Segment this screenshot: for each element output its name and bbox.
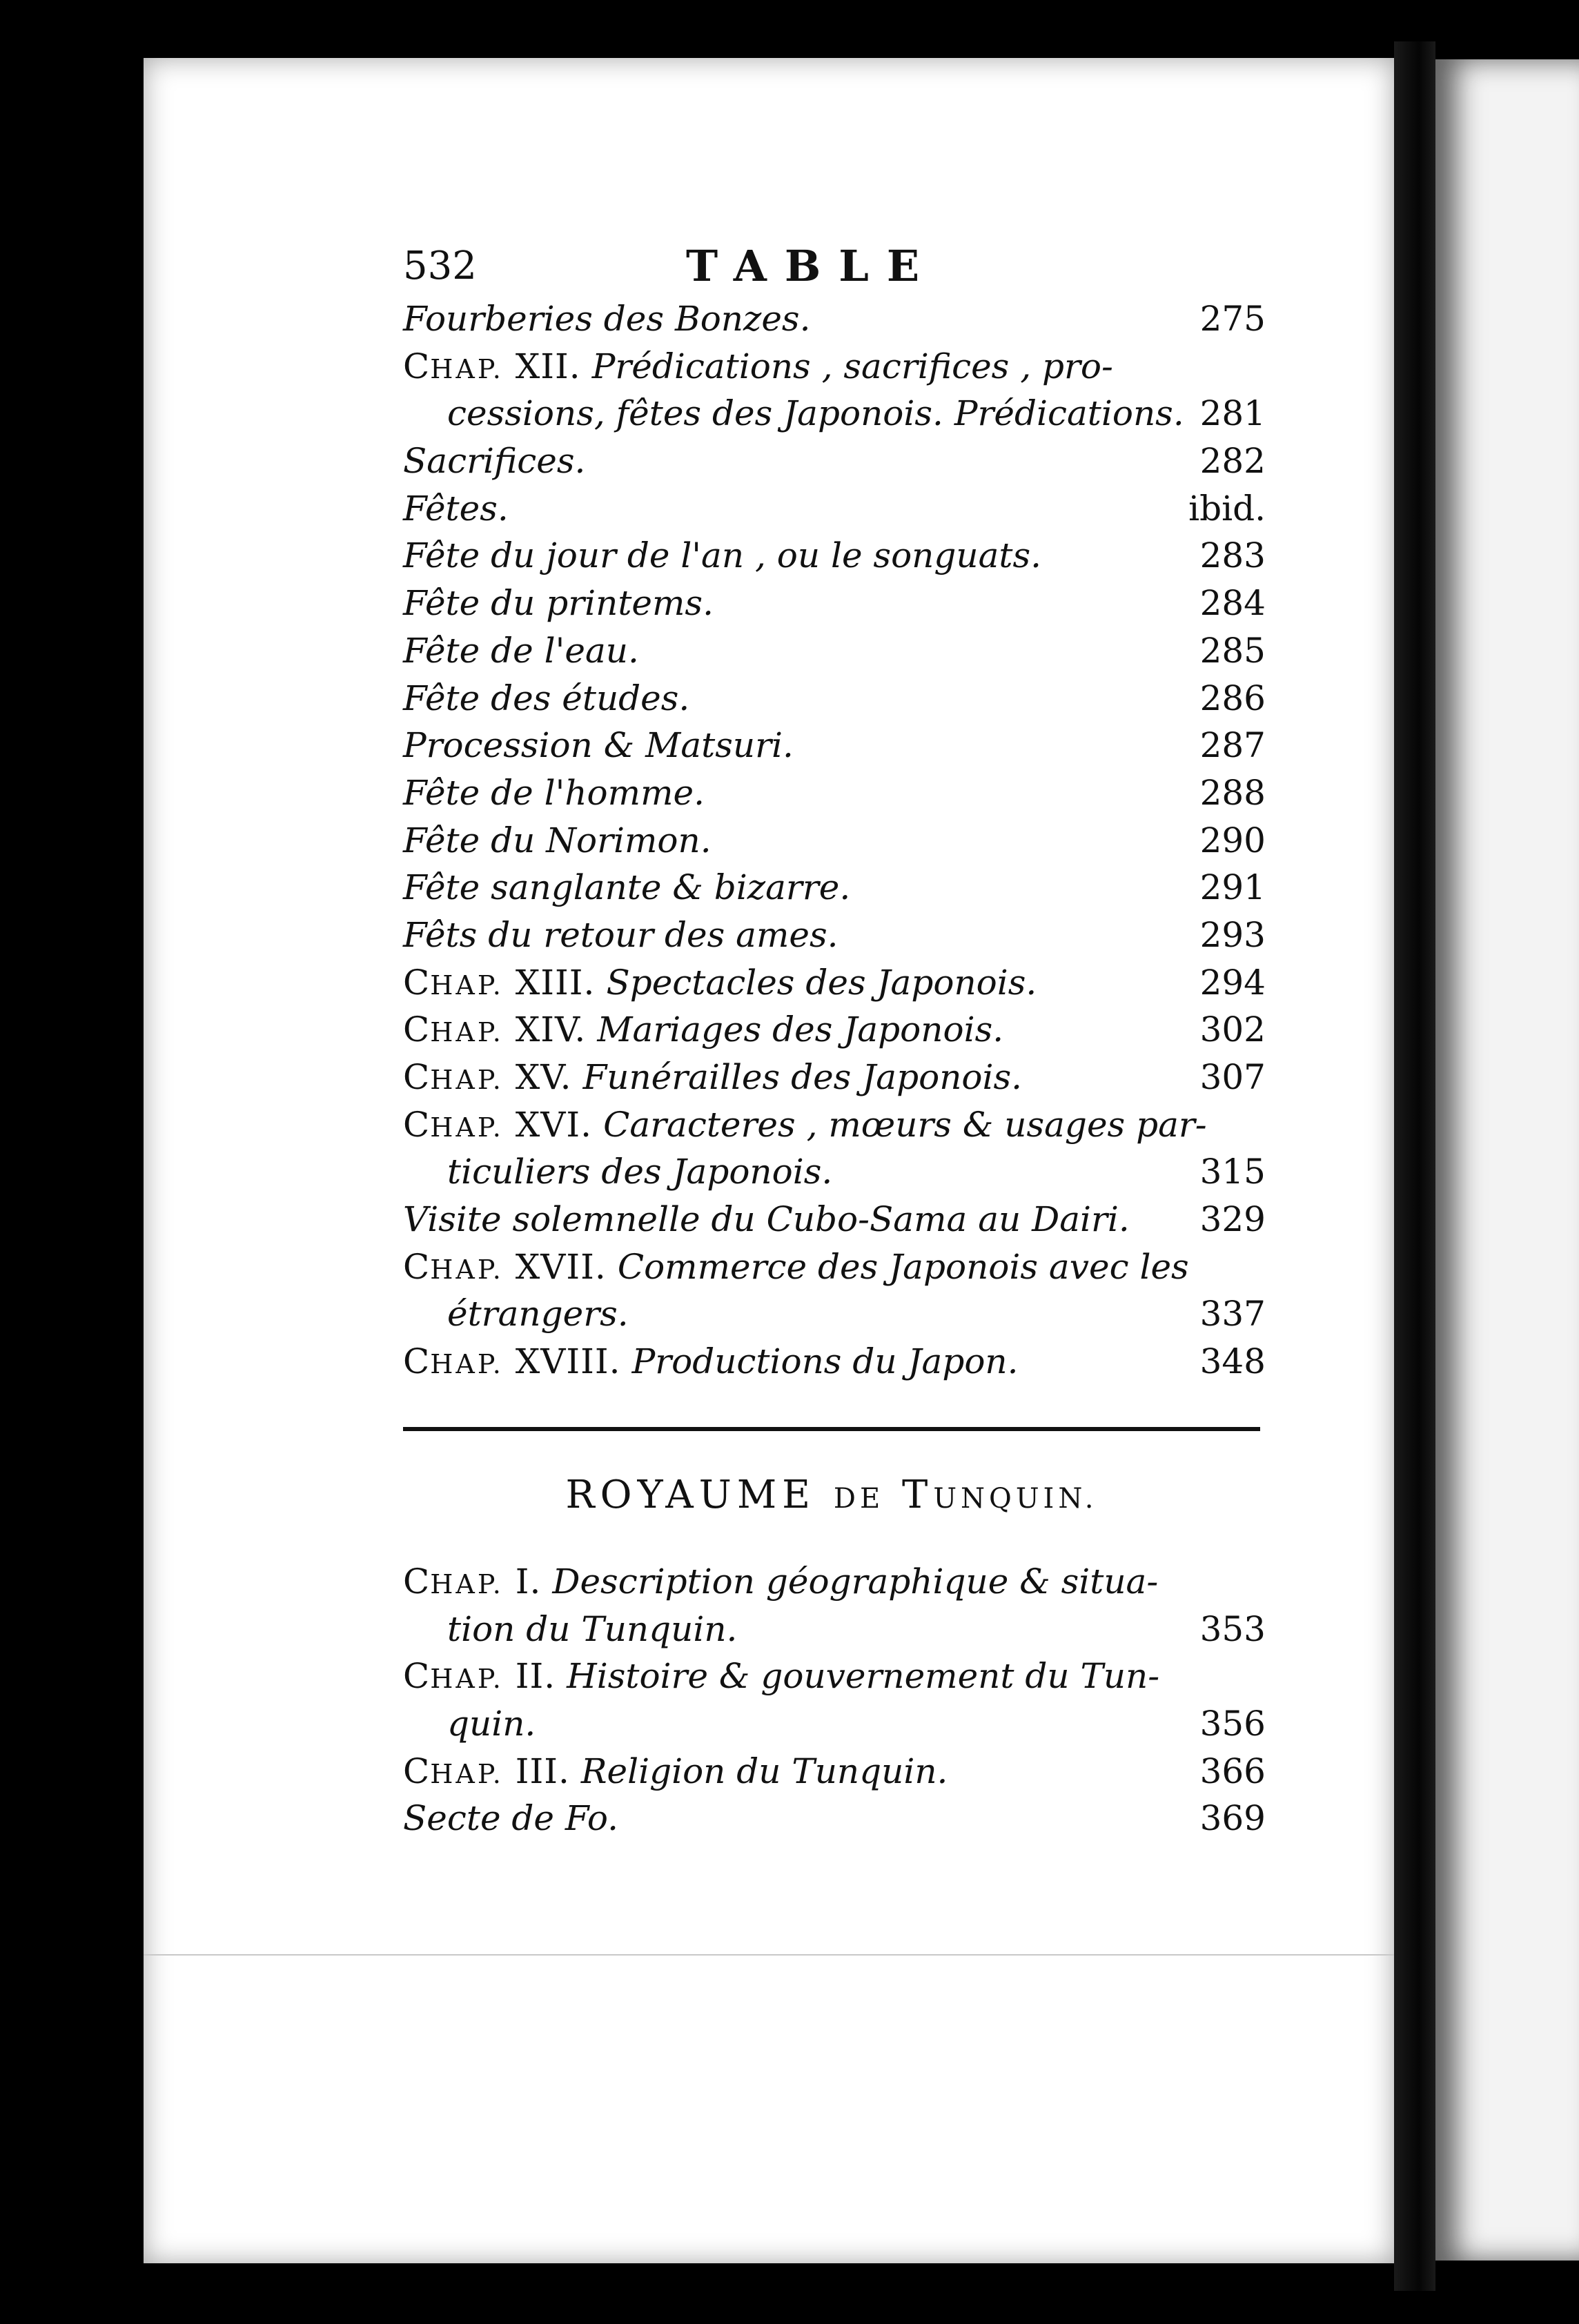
section-divider-rule [403,1427,1260,1431]
page-number: 532 [403,244,477,288]
toc-entry-text: Fête du Norimon. [403,820,712,860]
chapter-prefix: CHAP. [403,1010,504,1050]
chapter-prefix: CHAP. [403,1656,504,1697]
toc-page-number: 275 [1199,299,1266,339]
toc-entry [403,1148,1266,1196]
toc-chapter-line [403,1054,1022,1103]
section-heading-main: ROYAUME [565,1473,816,1517]
toc-page-number: 286 [1199,678,1266,718]
toc-page-number: 285 [1199,630,1266,671]
section-heading [403,1464,1260,1530]
toc-page-number: 366 [1199,1751,1266,1791]
toc-page-number: 348 [1199,1341,1266,1382]
chapter-number: XVI. [515,1104,593,1145]
chapter-title: Prédications , sacrifices , pro- [591,346,1113,386]
chapter-prefix: CHAP. [403,1057,504,1097]
toc-entry-text: Fête de l'homme. [403,772,705,813]
chapter-number: XIV. [515,1010,587,1050]
toc-chapter-line [403,1338,1019,1388]
toc-entry-text: Fêts du retour des ames. [403,914,838,955]
toc-entry [403,485,1266,533]
chapter-number: XII. [515,346,581,386]
toc-entry-text: Fourberies des Bonzes. [403,299,811,339]
chapter-title: Funérailles des Japonois. [582,1057,1023,1097]
toc-page-number: 307 [1199,1057,1266,1097]
facing-page-edge [1435,59,1579,2261]
toc-entry-text: Fête de l'eau. [403,630,639,671]
toc-entry-text: ticuliers des Japonois. [447,1152,833,1192]
toc-entry [403,1795,1266,1842]
toc-entry [403,580,1266,627]
toc-entry-text: Sacrifices. [403,441,586,482]
scan-line [144,1954,1394,1956]
chapter-label [403,1057,583,1097]
toc-page-number: 290 [1199,820,1266,860]
toc-entry-text: quin. [447,1704,536,1744]
chapter-number: XVII. [515,1246,607,1287]
toc-entry [403,1558,1266,1606]
chapter-title: Caracteres , mœurs & usages par- [603,1104,1207,1145]
toc-chapter-line [403,1006,1003,1056]
toc-entry [403,1243,1266,1291]
chapter-label [403,1656,567,1696]
toc-entry-text: Secte de Fo. [403,1798,618,1839]
section-heading-place-rest: UNQUIN. [933,1483,1098,1515]
toc-page-number: 291 [1199,867,1266,908]
toc-page-number: 293 [1199,914,1266,955]
toc-chapter-line [403,1653,1159,1702]
toc-entry [403,817,1266,865]
toc-entry-text: Fête du jour de l'an , ou le songuats. [403,535,1042,576]
toc-page-number: 282 [1199,441,1266,482]
toc-chapter-line [403,1243,1189,1293]
table-of-contents [403,295,1266,1386]
toc-entry [403,627,1266,675]
toc-chapter-line [403,1101,1207,1151]
toc-entry [403,343,1266,391]
toc-entry [403,1006,1266,1054]
toc-entry [403,295,1266,343]
chapter-title: Commerce des Japonois avec les [617,1246,1189,1287]
toc-entry [403,722,1266,769]
toc-page-number: 369 [1199,1798,1266,1839]
chapter-title: Spectacles des Japonois. [606,962,1037,1003]
page-gutter [1394,41,1435,2291]
chapter-label [403,1751,581,1791]
toc-page-number: 302 [1199,1010,1266,1050]
toc-entry [403,1196,1266,1243]
toc-entry [403,769,1266,817]
toc-entry-text: tion du Tunquin. [447,1608,738,1649]
table-of-contents-tunquin [403,1558,1266,1842]
chapter-label [403,1105,603,1145]
page-header [403,239,1259,294]
toc-entry [403,1290,1266,1338]
toc-entry-text: Fête du printems. [403,583,714,624]
toc-page-number: 294 [1199,962,1266,1003]
toc-entry-text: Visite solemnelle du Cubo-Sama au Dairi. [403,1199,1130,1240]
chapter-label [403,963,606,1003]
chapter-prefix: CHAP. [403,962,504,1003]
toc-entry [403,1653,1266,1700]
chapter-number: XVIII. [515,1341,621,1382]
toc-entry [403,959,1266,1007]
section-heading-place-initial: T [901,1473,934,1517]
chapter-number: XV. [515,1057,572,1097]
section-heading-de: DE [833,1483,885,1515]
chapter-number: II. [515,1656,556,1697]
toc-chapter-line [403,1558,1158,1608]
toc-page-number: 284 [1199,583,1266,624]
toc-entry-text: Procession & Matsuri. [403,725,794,766]
toc-page-number: 288 [1199,772,1266,813]
toc-entry [403,912,1266,959]
toc-page-number: 356 [1199,1704,1266,1744]
toc-entry [403,390,1266,437]
toc-chapter-line [403,1748,948,1798]
toc-entry [403,1700,1266,1748]
toc-entry-text: Fête sanglante & bizarre. [403,867,851,908]
toc-entry [403,1338,1266,1386]
toc-page-number: 287 [1199,725,1266,766]
chapter-number: III. [515,1751,570,1791]
toc-chapter-line [403,343,1113,393]
toc-page-number: 281 [1199,393,1266,434]
toc-chapter-line [403,959,1037,1009]
toc-entry [403,1606,1266,1653]
chapter-title: Religion du Tunquin. [580,1751,948,1791]
toc-page-number: 329 [1199,1199,1266,1240]
toc-entry-text: Fêtes. [403,488,509,529]
chapter-number: XIII. [515,962,596,1003]
chapter-label [403,1341,632,1381]
chapter-label [403,1010,597,1050]
chapter-prefix: CHAP. [403,1246,504,1287]
toc-entry [403,1748,1266,1795]
toc-entry [403,864,1266,912]
chapter-prefix: CHAP. [403,1341,504,1382]
toc-entry [403,1054,1266,1101]
chapter-prefix: CHAP. [403,1104,504,1145]
running-title: TABLE [686,241,938,291]
toc-page-number: 353 [1199,1608,1266,1649]
chapter-prefix: CHAP. [403,1562,504,1602]
toc-page-number: 283 [1199,535,1266,576]
toc-entry [403,675,1266,722]
chapter-label [403,346,592,386]
chapter-prefix: CHAP. [403,1751,504,1791]
chapter-title: Mariages des Japonois. [597,1010,1004,1050]
chapter-label [403,1562,552,1602]
toc-entry-text: Fête des études. [403,678,690,718]
chapter-title: Histoire & gouvernement du Tun- [567,1656,1160,1697]
toc-entry [403,1101,1266,1149]
chapter-label [403,1247,618,1287]
chapter-title: Description géographique & situa- [552,1562,1159,1602]
toc-page-number: 315 [1199,1152,1266,1192]
toc-entry-text: étrangers. [447,1294,629,1335]
chapter-title: Productions du Japon. [631,1341,1019,1382]
chapter-prefix: CHAP. [403,346,504,386]
toc-entry [403,437,1266,485]
toc-page-number: ibid. [1188,488,1266,529]
toc-entry [403,532,1266,580]
toc-entry-text: cessions, fêtes des Japonois. Prédications. [447,393,1184,434]
chapter-number: I. [515,1562,542,1602]
toc-page-number: 337 [1199,1294,1266,1335]
